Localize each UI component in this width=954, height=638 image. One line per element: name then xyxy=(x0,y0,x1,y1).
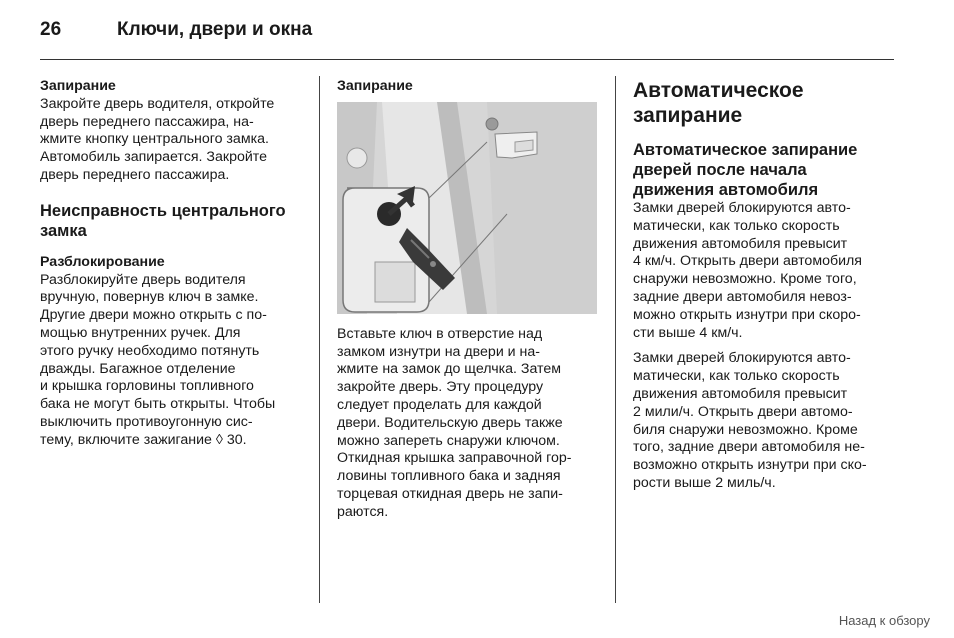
back-to-overview-link[interactable]: Назад к обзору xyxy=(838,613,930,628)
section-title: Ключи, двери и окна xyxy=(117,19,313,40)
locking-heading: Запирание xyxy=(40,78,116,94)
column-2 xyxy=(337,78,607,522)
auto-locking-paragraph-mph: Замки дверей блокируются авто- матически, как только скорость движения автомобиля превысит 2 мили/ч. Открыть двери автомо- биля снаружи невозможно. Кроме того, задние двери автомобиля не- возможно открыть изнутри при ско- рости выше 2 миль/ч. xyxy=(633,350,867,491)
manual-locking-paragraph: Вставьте ключ в отверстие над замком изнутри на двери и на- жмите на замок до щелчка. Затем закройте дверь. Эту процедуру следует проделать для каждой двери. Водительскую дверь также можно запереть снаружи ключом. Откидная крышка заправочной гор- ловины топливного бака и задняя торцевая откидная дверь не запи- раются. xyxy=(337,325,572,520)
header-rule xyxy=(40,59,894,60)
door-lock-illustration xyxy=(337,102,597,314)
central-lock-fault-heading: Неисправность центрального замка xyxy=(40,201,286,240)
unlocking-paragraph xyxy=(40,272,310,450)
auto-locking-paragraph-kmh: Замки дверей блокируются авто- матически, как только скорость движения автомобиля превысит 4 км/ч. Открыть двери автомобиля снаружи невозможно. Кроме того, задние двери автомобиля невоз- можно открыть изнутри при скоро- сти выше 4 км/ч. xyxy=(633,200,862,341)
crossref-icon: ◊ xyxy=(215,431,223,448)
locking-paragraph: Закройте дверь водителя, откройте дверь переднего пассажира, на- жмите кнопку центрального замка. Автомобиль запирается. Закройте дверь переднего пассажира. xyxy=(40,95,275,183)
page-header xyxy=(0,0,954,60)
column-divider-2 xyxy=(615,76,616,603)
auto-locking-heading: Автоматическое запирание xyxy=(633,79,804,127)
page-number: 26 xyxy=(40,19,62,40)
door-lock-key-illustration xyxy=(337,102,597,314)
column-divider-1 xyxy=(319,76,320,603)
unlocking-heading: Разблокирование xyxy=(40,253,165,270)
crossref-page-link[interactable]: 30. xyxy=(226,431,247,448)
manual-locking-heading: Запирание xyxy=(337,78,413,94)
column-1 xyxy=(40,78,310,450)
auto-locking-subheading: Автоматическое запирание дверей после начала движения автомобиля xyxy=(633,141,858,199)
column-3 xyxy=(633,78,903,493)
unlocking-text: Разблокируйте дверь водителя вручную, повернув ключ в замке. Другие двери можно открыть с по- мощью внутренних ручек. Для этого ручку необходимо потянуть дважды. Багажное отделение и крышка горловины топливного бака не могут быть открыты. Чтобы выключить противоугонную сис- тему, включите зажигание xyxy=(40,271,276,448)
